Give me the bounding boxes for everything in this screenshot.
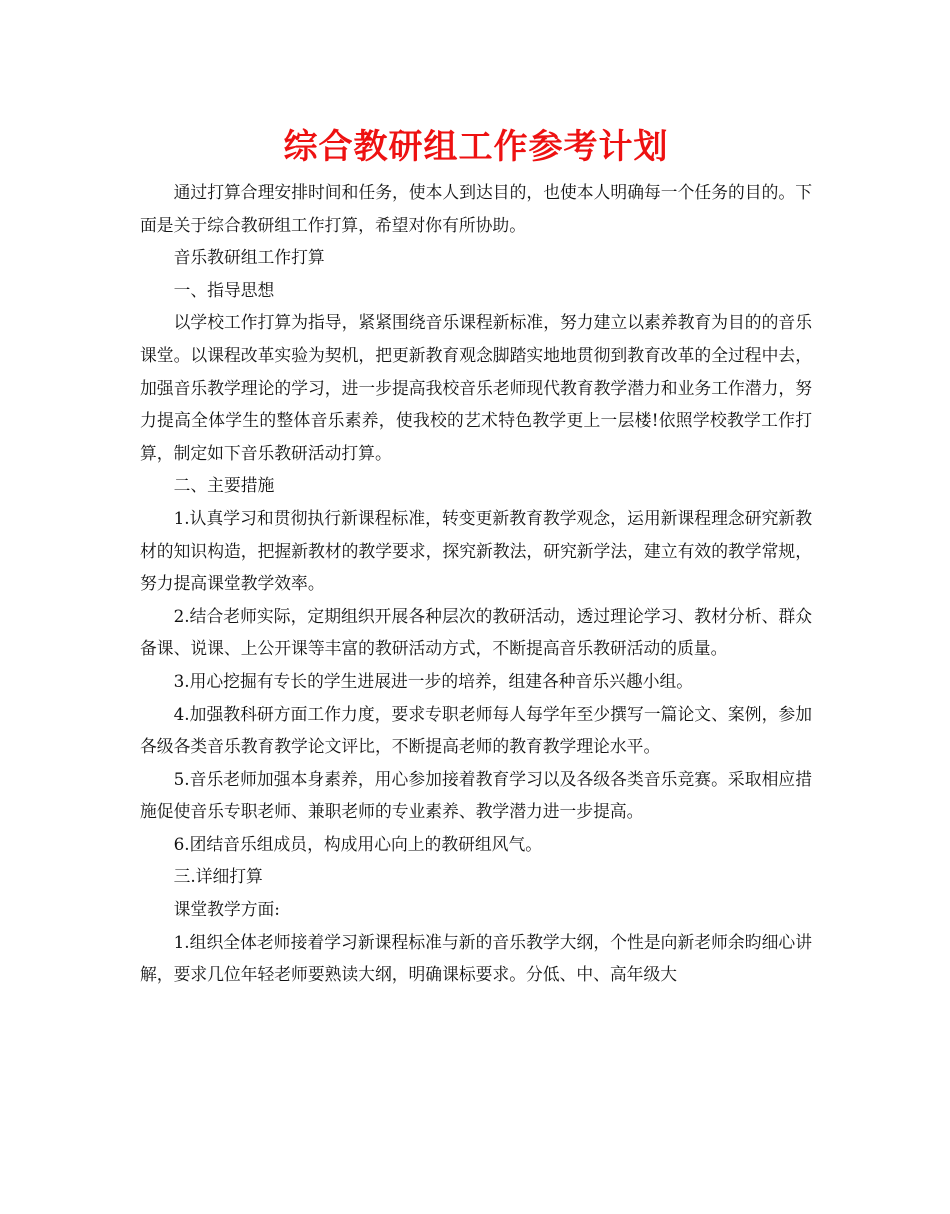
heading-guiding-ideology: 一、指导思想: [173, 279, 275, 300]
document-title: 综合教研组工作参考计划: [283, 127, 669, 167]
measure-item: 3.用心挖掘有专长的学生进展进一步的培养，组建各种音乐兴趣小组。: [173, 670, 694, 691]
section-title: 音乐教研组工作打算: [173, 247, 325, 268]
measure-item: 6.团结音乐组成员，构成用心向上的教研组风气。: [173, 833, 543, 854]
document-page: [140, 124, 812, 991]
measure-item: 5.音乐老师加强本身素养，用心参加接着教育学习以及各级各类音乐竞赛。采取相应措施促使音乐专职老师、兼职老师的专业素养、教学潜力进一步提高。: [140, 768, 812, 822]
measure-item: 2.结合老师实际，定期组织开展各种层次的教研活动，透过理论学习、教材分析、群众备课、说课、上公开课等丰富的教研活动方式，不断提高音乐教研活动的质量。: [140, 605, 812, 659]
guiding-paragraph: 以学校工作打算为指导，紧紧围绕音乐课程新标准，努力建立以素养教育为目的的音乐课堂。以课程改革实验为契机，把更新教育观念脚踏实地地贯彻到教育改革的全过程中去，加强音乐教学理论的学习，进一步提高我校音乐老师现代教育教学潜力和业务工作潜力，努力提高全体学生的整体音乐素养，使我校的艺术特色教学更上一层楼!依照学校教学工作打算，制定如下音乐教研活动打算。: [140, 312, 812, 463]
plan-item: 1.组织全体老师接着学习新课程标准与新的音乐教学大纲，个性是向新老师余昀细心讲解，要求几位年轻老师要熟读大纲，明确课标要求。分低、中、高年级大: [140, 931, 812, 985]
subheading-classroom-teaching: 课堂教学方面:: [173, 899, 280, 920]
heading-main-measures: 二、主要措施: [173, 475, 275, 496]
heading-detailed-plan: 三.详细打算: [173, 866, 263, 887]
measure-item: 1.认真学习和贯彻执行新课程标准，转变更新教育教学观念，运用新课程理念研究新教材的知识构造，把握新教材的教学要求，探究新教法，研究新学法，建立有效的教学常规，努力提高课堂教学效率。: [140, 507, 812, 594]
intro-paragraph: 通过打算合理安排时间和任务，使本人到达目的，也使本人明确每一个任务的目的。下面是关于综合教研组工作打算，希望对你有所协助。: [140, 182, 812, 235]
measure-item: 4.加强教科研方面工作力度，要求专职老师每人每学年至少撰写一篇论文、案例，参加各级各类音乐教育教学论文评比，不断提高老师的教育教学理论水平。: [140, 703, 812, 757]
